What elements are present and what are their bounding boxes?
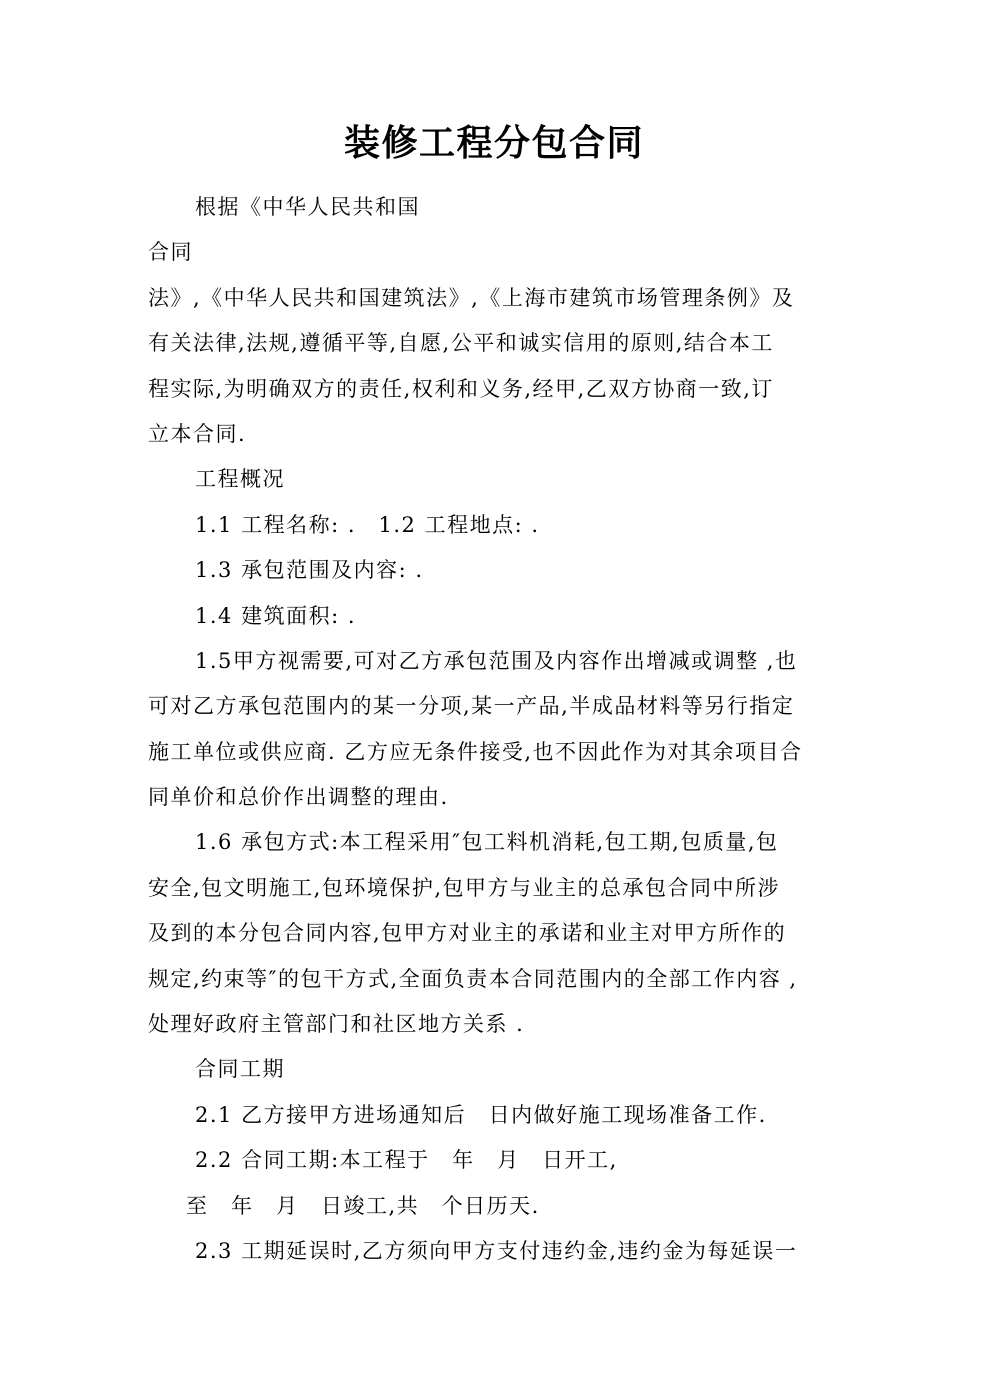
text-line: 合同 <box>148 240 193 265</box>
text-line: 2.1 乙方接甲方进场通知后 日内做好施工现场准备工作. <box>195 1102 767 1127</box>
text-line: 施工单位或供应商. 乙方应无条件接受,也不因此作为对其余项目合 <box>148 739 803 764</box>
text-line: 1.4 建筑面积: . <box>195 603 356 628</box>
text-line: 1.5甲方视需要,可对乙方承包范围及内容作出增减或调整 ,也 <box>195 648 798 673</box>
text-line: 1.1 工程名称: . 1.2 工程地点: . <box>195 512 540 537</box>
text-line: 同单价和总价作出调整的理由. <box>148 785 449 810</box>
text-line: 可对乙方承包范围内的某一分项,某一产品,半成品材料等另行指定 <box>148 694 795 719</box>
section-heading: 合同工期 <box>195 1057 285 1082</box>
text-line: 2.2 合同工期:本工程于 年 月 日开工, <box>195 1148 618 1173</box>
text-line: 规定,约束等″的包干方式,全面负责本合同范围内的全部工作内容 , <box>148 966 798 991</box>
text-line: 处理好政府主管部门和社区地方关系 . <box>148 1012 525 1037</box>
text-line: 1.3 承包范围及内容: . <box>195 558 424 583</box>
text-line: 根据《中华人民共和国 <box>195 195 420 219</box>
text-line: 2.3 工期延误时,乙方须向甲方支付违约金,违约金为每延误一 <box>195 1238 798 1263</box>
text-line: 立本合同. <box>148 421 247 446</box>
text-line: 有关法律,法规,遵循平等,自愿,公平和诚实信用的原则,结合本工 <box>148 331 774 356</box>
text-line: 及到的本分包合同内容,包甲方对业主的承诺和业主对甲方所作的 <box>148 921 787 946</box>
text-line: 程实际,为明确双方的责任,权利和义务,经甲,乙双方协商一致,订 <box>148 376 774 401</box>
section-heading: 工程概况 <box>195 467 285 492</box>
text-line: 安全,包文明施工,包环境保护,包甲方与业主的总承包合同中所涉 <box>148 875 781 900</box>
document-title: 装修工程分包合同 <box>343 122 644 164</box>
text-line: 至 年 月 日竣工,共 个日历天. <box>186 1193 540 1218</box>
text-line: 法》,《中华人民共和国建筑法》,《上海市建筑市场管理条例》及 <box>148 285 795 310</box>
text-line: 1.6 承包方式:本工程采用″包工料机消耗,包工期,包质量,包 <box>195 830 779 855</box>
document-body <box>148 185 868 1274</box>
